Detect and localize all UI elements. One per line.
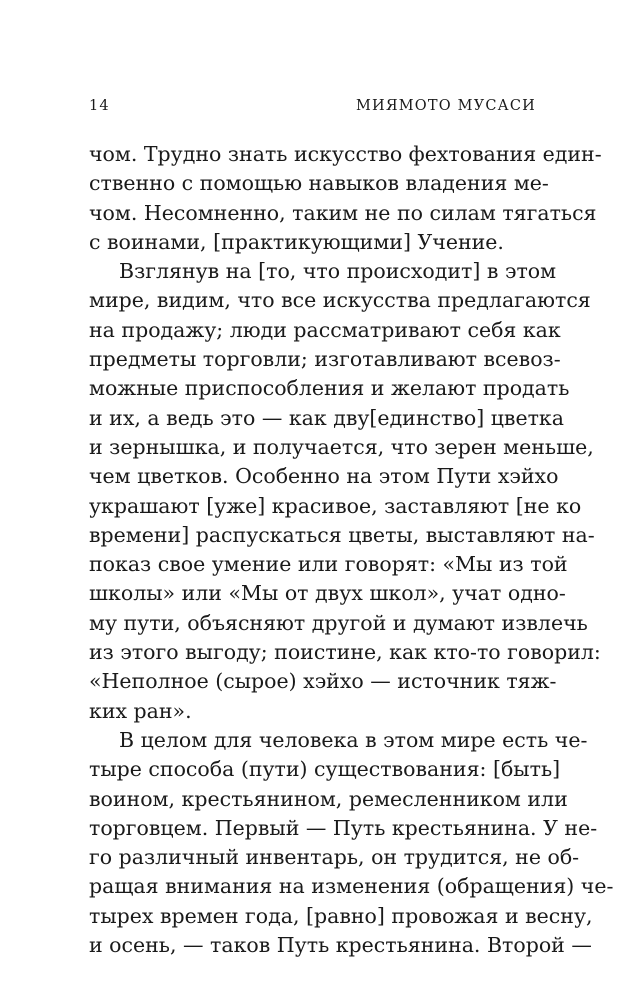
text-line: чем цветков. Особенно на этом Пути хэйхо xyxy=(89,464,559,489)
text-line: мире, видим, что все искусства предлагаются xyxy=(89,288,591,313)
text-line: и осень, — таков Путь крестьянина. Второй — xyxy=(89,933,592,958)
text-line: го различный инвентарь, он трудится, не об- xyxy=(89,845,580,870)
text-line: воином, крестьянином, ремесленником или xyxy=(89,786,568,811)
page-number: 14 xyxy=(89,98,110,114)
text-line: школы» или «Мы от двух школ», учат одно- xyxy=(89,581,566,606)
paragraph xyxy=(89,257,601,726)
text-line: тырех времен года, [равно] провожая и весну, xyxy=(89,903,593,928)
paragraph xyxy=(89,726,614,960)
text-line: из этого выгоду; поистине, как кто-то говорил: xyxy=(89,640,601,665)
text-line: на продажу; люди рассматривают себя как xyxy=(89,317,561,342)
text-line: показ свое умение или говорят: «Мы из той xyxy=(89,552,568,577)
text-line: и их, а ведь это — как дву[единство] цветка xyxy=(89,405,564,430)
text-line: ких ран». xyxy=(89,698,192,723)
text-line: предметы торговли; изготавливают всевоз- xyxy=(89,347,561,372)
text-line: тыре способа (пути) существования: [быть] xyxy=(89,757,561,782)
text-line: чом. Несомненно, таким не по силам тягаться xyxy=(89,200,597,225)
paragraph xyxy=(89,140,602,257)
text-line: чом. Трудно знать искусство фехтования един- xyxy=(89,142,602,166)
header-title: МИЯМОТО МУСАСИ xyxy=(355,98,536,114)
text-line: В целом для человека в этом мире есть че- xyxy=(119,727,588,752)
text-line: можные приспособления и желают продать xyxy=(89,376,570,401)
text-line: времени] распускаться цветы, выставляют на- xyxy=(89,522,595,547)
text-line: му пути, объясняют другой и думают извлечь xyxy=(89,610,588,635)
text-line: торговцем. Первый — Путь крестьянина. У не- xyxy=(89,815,598,840)
text-line: украшают [уже] красивое, заставляют [не ко xyxy=(89,493,582,518)
text-line: ращая внимания на изменения (обращения) че- xyxy=(89,874,614,899)
text-line: с воинами, [практикующими] Учение. xyxy=(89,229,504,254)
text-line: Взглянув на [то, что происходит] в этом xyxy=(119,259,557,284)
body-text xyxy=(89,140,614,960)
text-line: и зернышка, и получается, что зерен меньше, xyxy=(89,434,594,459)
text-line: «Неполное (сырое) хэйхо — источник тяж- xyxy=(89,669,557,694)
text-line: ственно с помощью навыков владения ме- xyxy=(89,171,549,196)
running-header xyxy=(89,98,536,122)
